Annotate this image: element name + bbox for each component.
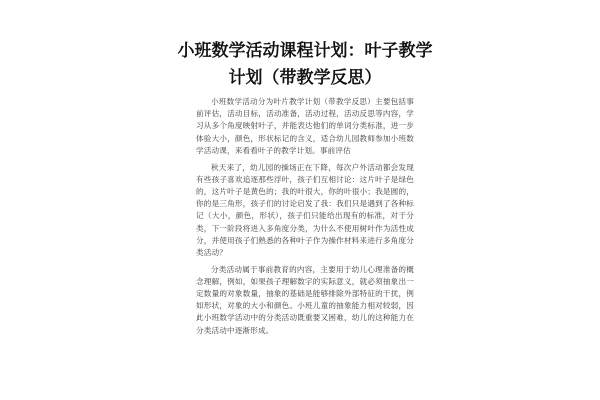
document-body xyxy=(196,96,414,341)
paragraph-classification: 分类活动属于事前教育的内容，主要用于幼儿心理准备的概念理解，例如，如果孩子理解数字的实际意义，就必须抽象出一定数量的对象数量，抽象的基础是能够排除外部特征的干扰，例如形状，对象的大小和颜色。小班儿童的抽象能力相对较弱，因此小班数学活动中的分类活动既重要又困难，幼儿的这种能力在分类活动中逐渐形成。 xyxy=(196,264,414,335)
paragraph-intro: 小班数学活动分为叶片教学计划（带教学反思）主要包括事前评估，活动目标，活动准备，活动过程，活动反思等内容，学习从多个角度映射叶子，并能表达他们的单词分类标准，进一步体验大小，颜色，形状标记的含义，适合幼儿园教师参加小班数学活动课，来看看叶子的教学计划。事前评估 xyxy=(196,97,414,155)
document-title: 小班数学活动课程计划：叶子教学计划（带教学反思） xyxy=(177,41,433,88)
paragraph-pre-assessment: 秋天来了，幼儿园的操场正在下降，每次户外活动都会发现有些孩子喜欢追逐那些浮叶，孩子们互相讨论：这片叶子是绿色的，这片叶子是黄色的；我的叶很大，你的叶很小；我是圆的，你的是三角形，孩子们的讨论启发了我：我们只是遇到了各种标记（大小，颜色，形状），孩子们只能给出现有的标准，对于分类，下一阶段将进入多角度分类，为什么不使用树叶作为活性成分，并使用孩子们熟悉的各种叶子作为操作材料来进行多角度分类活动？ xyxy=(196,162,414,257)
